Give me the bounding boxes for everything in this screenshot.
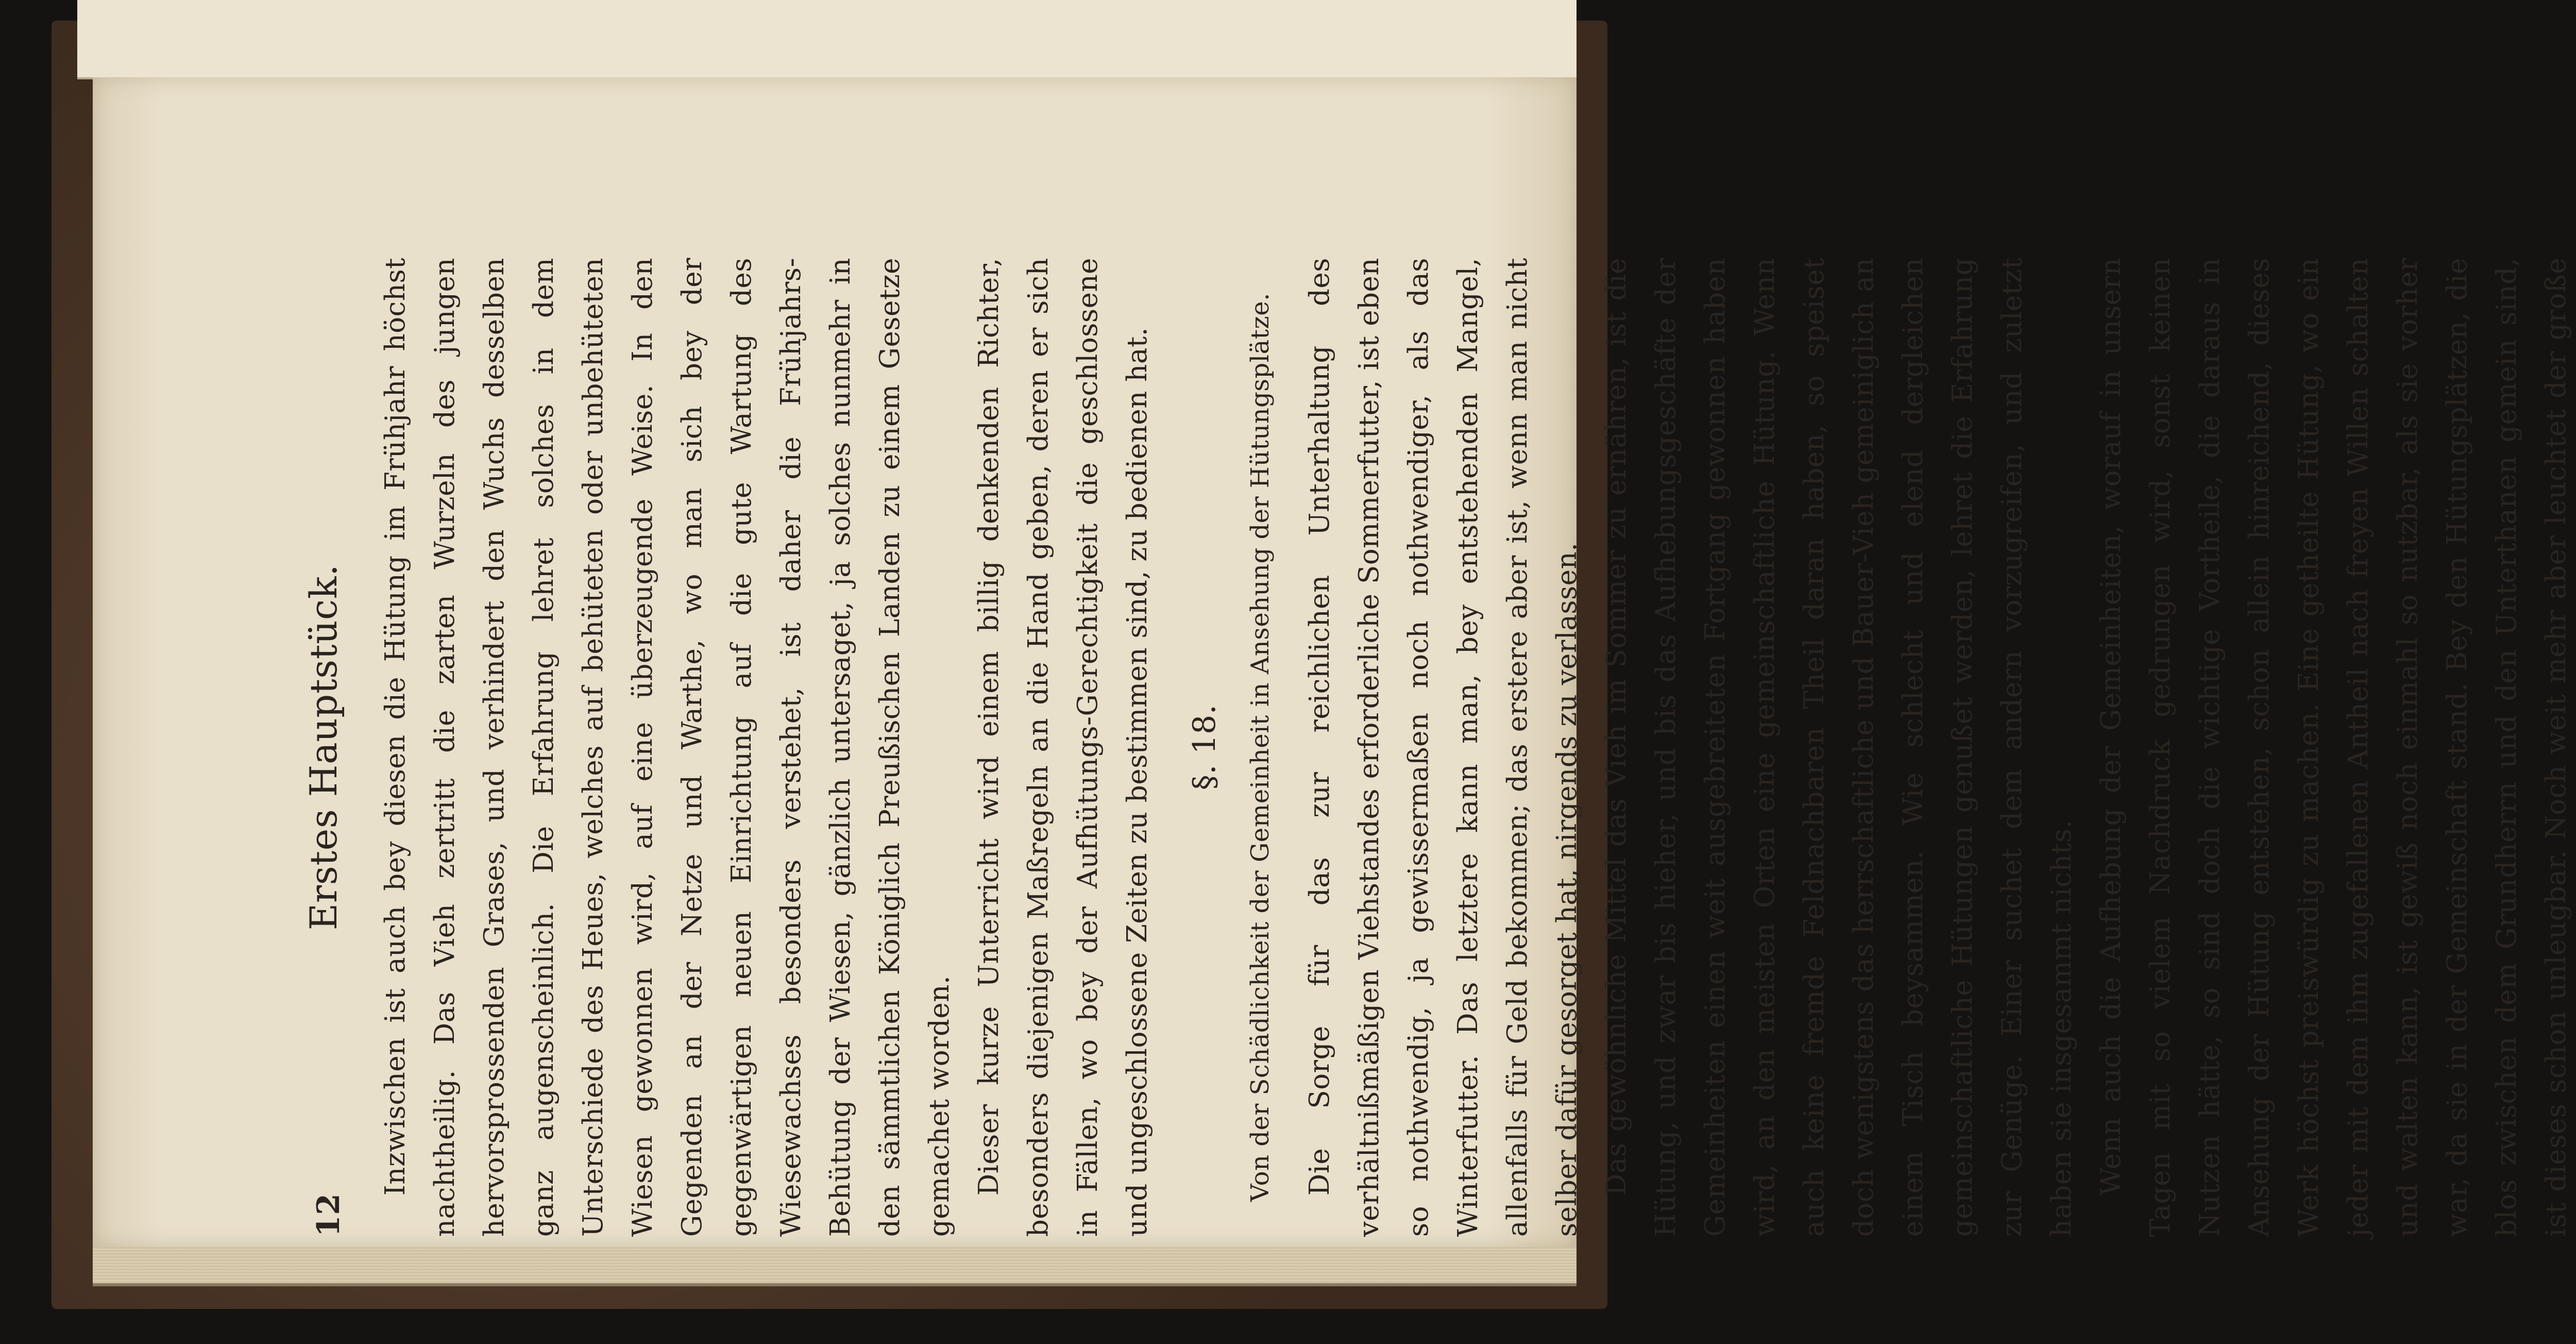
previous-page-edge xyxy=(77,0,1577,79)
running-head: Erstes Hauptstück. xyxy=(302,564,345,931)
paragraph: Die Sorge für das zur reichlichen Unterhaltung des verhältnißmäßigen Viehstandes erforderliche Sommerfutter, ist eben so nothwendig, ja gewissermaßen noch nothwendiger, als das Winterfutter. Das letztere kann man, bey entstehenden Mangel, allenfalls für Geld bekommen; das erstere aber ist, wenn man nicht selber dafür gesorget hat, nirgends zu verlassen. xyxy=(1304,258,1583,1237)
paragraph: Inzwischen ist auch bey diesen die Hütung im Frühjahr höchst nachtheilig. Das Vieh zertritt die zarten Wurzeln des jungen hervorsprossenden Grases, und verhindert den Wuchs desselben ganz augenscheinlich. Die Erfahrung lehret solches in dem Unterschiede des Heues, welches auf behüteten oder unbehüteten Wiesen gewonnen wird, auf eine überzeugende Weise. In den Gegenden an der Netze und Warthe, wo man sich bey der gegenwärtigen neuen Einrichtung auf die gute Wartung des Wiesewachses besonders verstehet, ist daher die Frühjahrs-Behütung der Wiesen, gänzlich untersaget, ja solches nunmehr in den sämmtlichen Königlich Preußischen Landen zu einem Gesetze gemachet worden. xyxy=(380,258,955,1237)
rotated-text-area xyxy=(302,258,2572,1237)
section-title: Von der Schädlichkeit der Gemeinheit in Ansehung der Hütungsplätze. xyxy=(1246,293,1275,1202)
page-number: 12 xyxy=(311,1193,347,1237)
section-mark: §. 18. xyxy=(1187,704,1223,791)
paragraph: Wenn auch die Aufhebung der Gemeinheiten, worauf in unsern Tagen mit so vielem Nachdruck gedrungen wird, sonst keinen Nutzen hätte, so sind doch die wichtige Vortheile, die daraus in Ansehung der Hütung entstehen, schon allein hinreichend, dieses Werk höchst preiswürdig zu machen. Eine getheilte Hütung, wo ein jeder mit dem ihm zugefallenen Antheil nach freyen Willen schalten und walten kann, ist gewiß noch einmahl so nutzbar, als sie vorher war, da sie in der Gemeinschaft stand. Bey den Hütungsplätzen, die blos zwischen dem Grundherrn und den Unterthanen gemein sind, ist dieses schon unleugbar. Noch weit mehr aber leuchtet der große xyxy=(2095,258,2572,1237)
page-header xyxy=(304,258,371,1237)
paragraph: Dieser kurze Unterricht wird einem billig denkenden Richter, besonders diejenigen Maßregeln an die Hand geben, deren er sich in Fällen, wo bey der Aufhütungs-Gerechtigkeit die geschlossene und ungeschlossene Zeiten zu bestimmen sind, zu bedienen hat. xyxy=(973,258,1153,1237)
book-page xyxy=(93,77,2572,1247)
page-text xyxy=(302,258,2572,1237)
paragraph: Das gewöhnliche Mittel das Vieh im Sommer zu ernähren, ist die Hütung, und zwar bis hieher, und bis das Aufhebungsgeschäfte der Gemeinheiten einen weit ausgebreiteten Fortgang gewonnen haben wird, an den meisten Orten eine gemeinschaftliche Hütung. Wenn auch keine fremde Feldnachbaren Theil daran haben, so speiset doch wenigstens das herrschaftliche und Bauer-Vieh gemeiniglich an einem Tisch beysammen. Wie schlecht und elend dergleichen gemeinschaftliche Hütungen genußet werden, lehret die Erfahrung zur Genüge. Einer suchet dem andern vorzugreifen, und zuletzt haben sie insgesammt nichts. xyxy=(1601,258,2077,1237)
